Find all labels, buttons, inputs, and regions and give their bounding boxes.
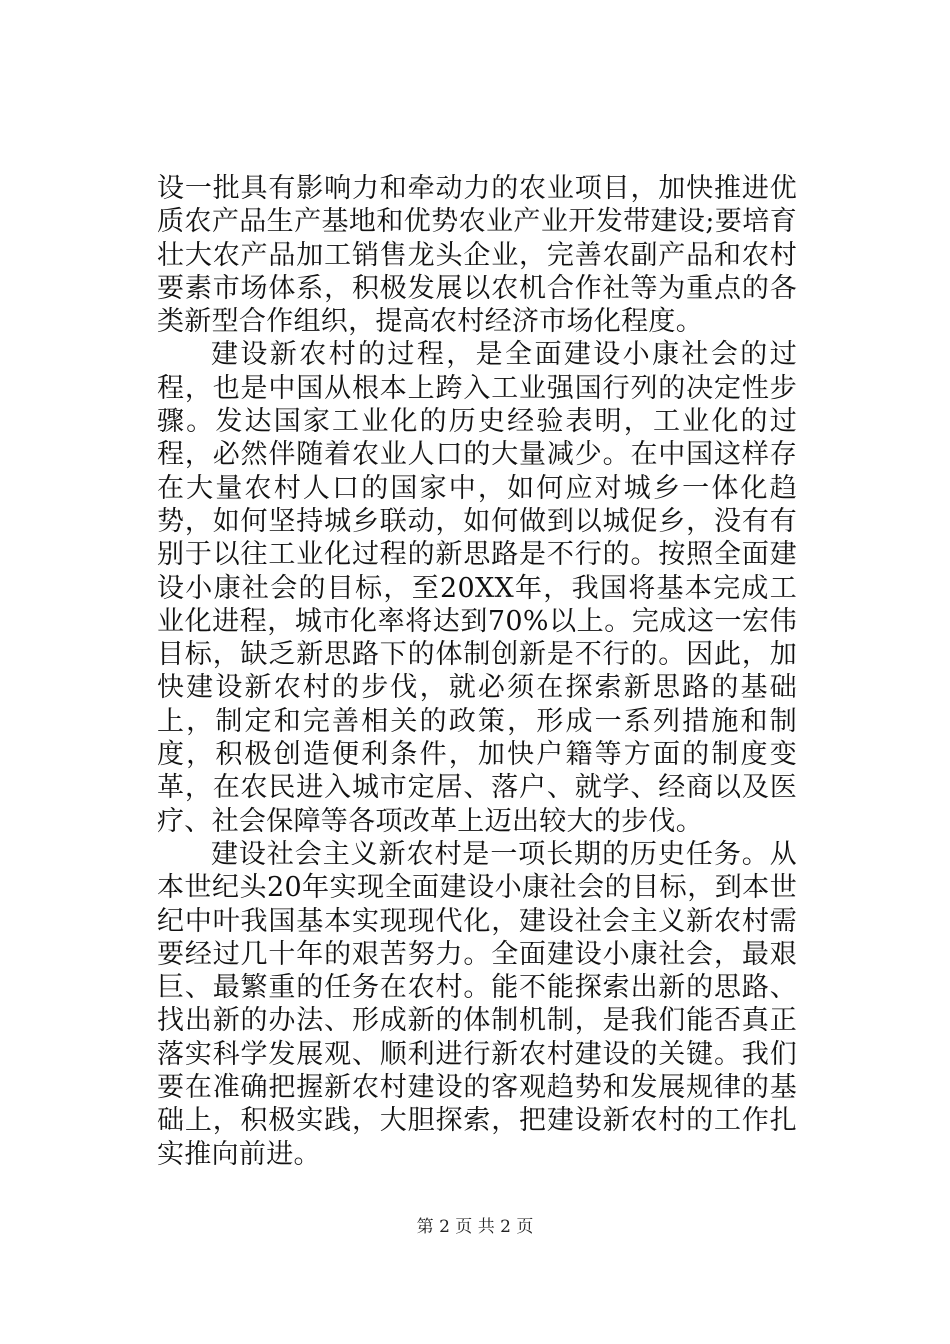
paragraph-long-term-task: 建设社会主义新农村是一项长期的历史任务。从本世纪头20年实现全面建设小康社会的目标，到本世纪中叶我国基本实现现代化，建设社会主义新农村需要经过几十年的艰苦努力。全面建设小康社会，最艰巨、最繁重的任务在农村。能不能探索出新的思路、找出新的办法、形成新的体制机制，是我们能否真正落实科学发展观、顺利进行新农村建设的关键。我们要在准确把握新农村建设的客观趋势和发展规律的基础上，积极实践，大胆探索，把建设新农村的工作扎实推向前进。 <box>157 838 797 1170</box>
paragraph-new-countryside-process: 建设新农村的过程，是全面建设小康社会的过程，也是中国从根本上跨入工业强国行列的决定性步骤。发达国家工业化的历史经验表明，工业化的过程，必然伴随着农业人口的大量减少。在中国这样存在大量农村人口的国家中，如何应对城乡一体化趋势，如何坚持城乡联动，如何做到以城促乡，没有有别于以往工业化过程的新思路是不行的。按照全面建设小康社会的目标，至20XX年，我国将基本完成工业化进程，城市化率将达到70%以上。完成这一宏伟目标，缺乏新思路下的体制创新是不行的。因此，加快建设新农村的步伐，就必须在探索新思路的基础上，制定和完善相关的政策，形成一系列措施和制度，积极创造便利条件，加快户籍等方面的制度变革，在农民进入城市定居、落户、就学、经商以及医疗、社会保障等各项改革上迈出较大的步伐。 <box>157 339 797 837</box>
paragraph-continuation: 设一批具有影响力和牵动力的农业项目，加快推进优质农产品生产基地和优势农业产业开发带建设;要培育壮大农产品加工销售龙头企业，完善农副产品和农村要素市场体系，积极发展以农机合作社等为重点的各类新型合作组织，提高农村经济市场化程度。 <box>157 173 797 338</box>
document-body <box>157 172 797 1171</box>
page-footer: 第 2 页 共 2 页 <box>416 1217 534 1237</box>
